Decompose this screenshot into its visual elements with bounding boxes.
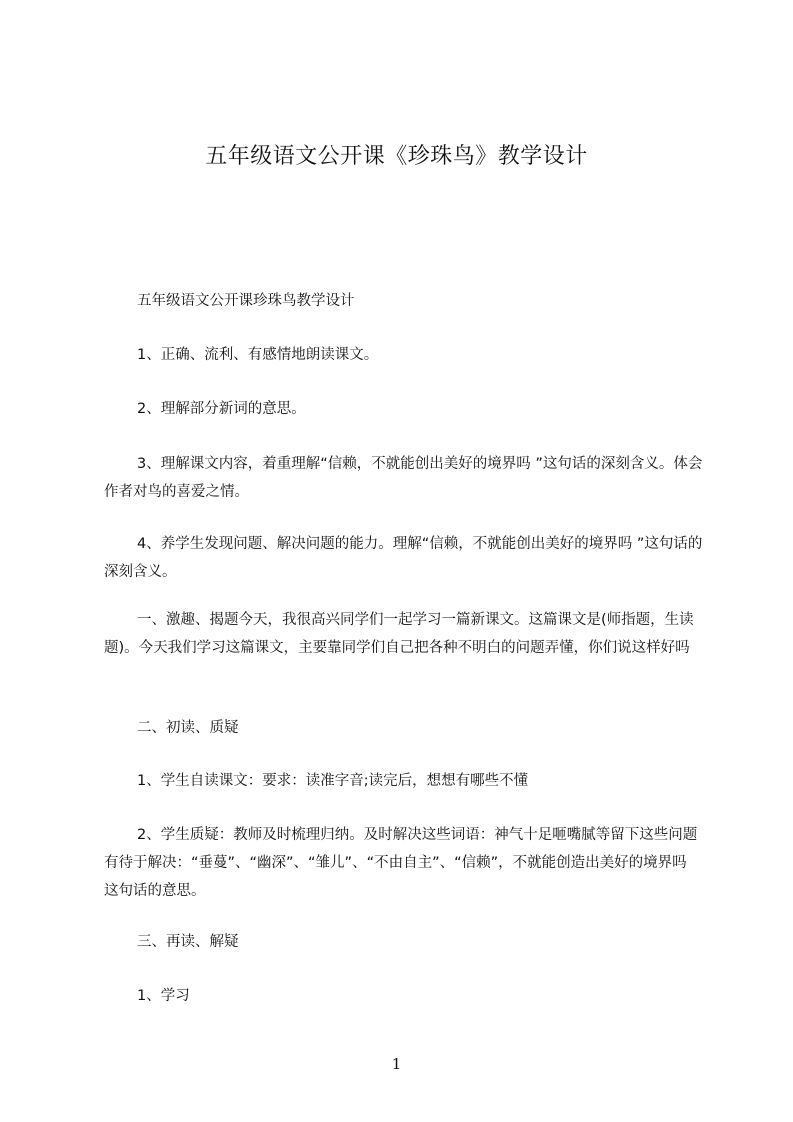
page-number: 1 (391, 1055, 402, 1073)
paragraph: 1、学生自读课文：要求：读准字音;读完后，想想有哪些不懂 (137, 773, 529, 789)
paragraph: 4、养学生发现问题、解决问题的能力。理解“信赖，不就能创出美好的境界吗 ”这句话的深刻含义。 (104, 536, 703, 580)
paragraph-section-3-heading (104, 928, 704, 956)
paragraph-objective-1 (104, 341, 704, 369)
paragraph: 3、理解课文内容，着重理解“信赖，不就能创出美好的境界吗 ”这句话的深刻含义。体会作者对鸟的喜爱之情。 (104, 456, 703, 500)
paragraph: 1、正确、流利、有感情地朗读课文。 (137, 347, 379, 363)
paragraph-objective-4 (104, 530, 704, 586)
paragraph: 一、激趣、揭题今天，我很高兴同学们一起学习一篇新课文。这篇课文是(师指题，生读题)。今天我们学习这篇课文，主要靠同学们自己把各种不明白的问题弄懂，你们说这样好吗 (104, 612, 694, 656)
paragraph: 二、初读、质疑 (137, 720, 239, 736)
paragraph: 2、学生质疑：教师及时梳理归纳。及时解决这些词语：神气十足咂嘴腻等留下这些问题有待于解决：“垂蔓”、“幽深”、“雏儿”、“不由自主”、“信赖”，不就能创造出美好的境界吗 这句话的意思。 (104, 827, 698, 899)
paragraph: 2、理解部分新词的意思。 (137, 401, 306, 417)
paragraph: 1、学习 (137, 988, 190, 1004)
paragraph-objective-3 (104, 450, 704, 506)
paragraph-heading-line (104, 287, 704, 315)
paragraph-section-2-heading (104, 714, 704, 742)
document-title: 五年级语文公开课《珍珠鸟》教学设计 (205, 144, 588, 169)
paragraph-section-1 (104, 606, 704, 662)
paragraph-objective-2 (104, 395, 704, 423)
paragraph-section-2-item-2 (104, 821, 704, 905)
paragraph-section-2-item-1 (104, 767, 704, 795)
paragraph: 三、再读、解疑 (137, 934, 239, 950)
paragraph: 五年级语文公开课珍珠鸟教学设计 (137, 293, 355, 309)
paragraph-section-3-item-1 (104, 982, 704, 1010)
